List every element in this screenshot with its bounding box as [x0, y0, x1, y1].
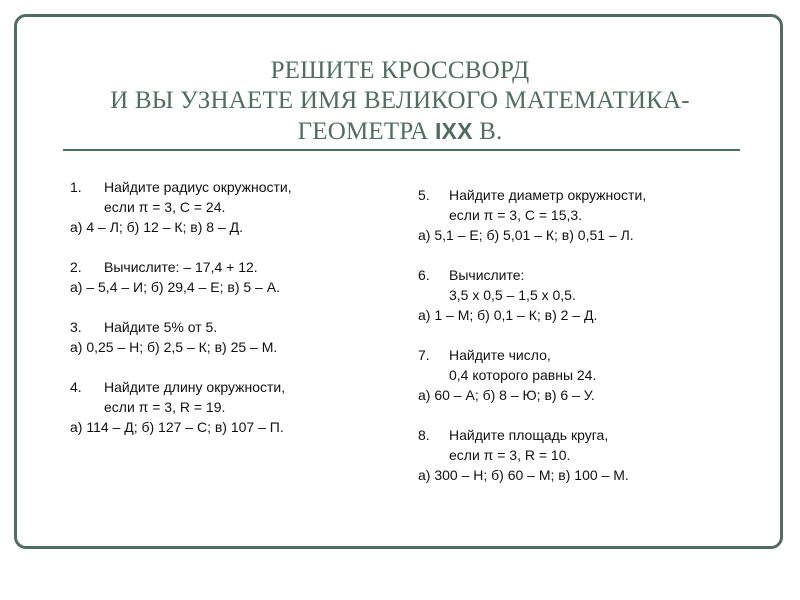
question-7-line-1: [418, 345, 758, 365]
question-7-number: 7.: [418, 347, 430, 363]
title-line-1: РЕШИТЕ КРОССВОРД: [270, 57, 530, 84]
question-6: [418, 265, 758, 325]
question-1-number: 1.: [70, 179, 82, 195]
question-7-answers: а) 60 – А; б) 8 – Ю; в) 6 – У.: [418, 387, 595, 403]
question-7-line-2: 0,4 которого равны 24.: [449, 367, 597, 383]
title-line-3-prefix: ГЕОМЕТРА: [297, 118, 435, 145]
question-4-text: Найдите длину окружности,: [104, 379, 286, 395]
question-7-text: Найдите число,: [449, 347, 551, 363]
question-1: [70, 177, 400, 237]
question-4-line-2: если π = 3, R = 19.: [104, 399, 226, 415]
title-line-3-suffix: В.: [472, 118, 503, 145]
question-8-number: 8.: [418, 427, 430, 443]
question-8: [418, 425, 758, 485]
question-2-text: Вычислите: – 17,4 + 12.: [104, 259, 258, 275]
title-divider: [63, 149, 740, 151]
question-4-line-1: [70, 377, 400, 397]
question-2: [70, 257, 400, 297]
question-3-line-1: [70, 317, 400, 337]
question-8-answers: а) 300 – Н; б) 60 – М; в) 100 – М.: [418, 467, 629, 483]
title-century: IXX: [434, 118, 473, 144]
question-5-answers: а) 5,1 – Е; б) 5,01 – К; в) 0,51 – Л.: [418, 227, 634, 243]
question-6-line-1: [418, 265, 758, 285]
question-6-line-2: 3,5 х 0,5 – 1,5 х 0,5.: [449, 287, 576, 303]
question-4-number: 4.: [70, 379, 82, 395]
question-5-line-2: если π = 3, С = 15,3.: [449, 207, 583, 223]
question-2-number: 2.: [70, 259, 82, 275]
question-3-number: 3.: [70, 319, 82, 335]
left-question-column: [70, 177, 400, 437]
question-5-line-1: [418, 185, 758, 205]
question-8-line-2: если π = 3, R = 10.: [449, 447, 571, 463]
question-6-answers: а) 1 – М; б) 0,1 – К; в) 2 – Д.: [418, 307, 598, 323]
question-4-answers: а) 114 – Д; б) 127 – С; в) 107 – П.: [70, 419, 284, 435]
question-1-line-2: если π = 3, С = 24.: [104, 199, 226, 215]
question-8-text: Найдите площадь круга,: [449, 427, 609, 443]
slide-title: [0, 56, 800, 147]
question-1-line-1: [70, 177, 400, 197]
question-4: [70, 377, 400, 437]
question-2-line-1: [70, 257, 400, 277]
question-1-answers: а) 4 – Л; б) 12 – К; в) 8 – Д.: [70, 219, 244, 235]
question-3: [70, 317, 400, 357]
question-2-answers: а) – 5,4 – И; б) 29,4 – Е; в) 5 – А.: [70, 279, 280, 295]
question-7: [418, 345, 758, 405]
question-5-number: 5.: [418, 187, 430, 203]
question-3-answers: а) 0,25 – Н; б) 2,5 – К; в) 25 – М.: [70, 339, 278, 355]
question-5-text: Найдите диаметр окружности,: [449, 187, 647, 203]
right-question-column: [418, 185, 758, 485]
question-1-text: Найдите радиус окружности,: [104, 179, 292, 195]
title-line-3: [0, 116, 800, 147]
question-6-text: Вычислите:: [449, 267, 525, 283]
question-6-number: 6.: [418, 267, 430, 283]
question-8-line-1: [418, 425, 758, 445]
title-line-2: И ВЫ УЗНАЕТЕ ИМЯ ВЕЛИКОГО МАТЕМАТИКА-: [110, 87, 690, 114]
question-5: [418, 185, 758, 245]
question-3-text: Найдите 5% от 5.: [104, 319, 218, 335]
